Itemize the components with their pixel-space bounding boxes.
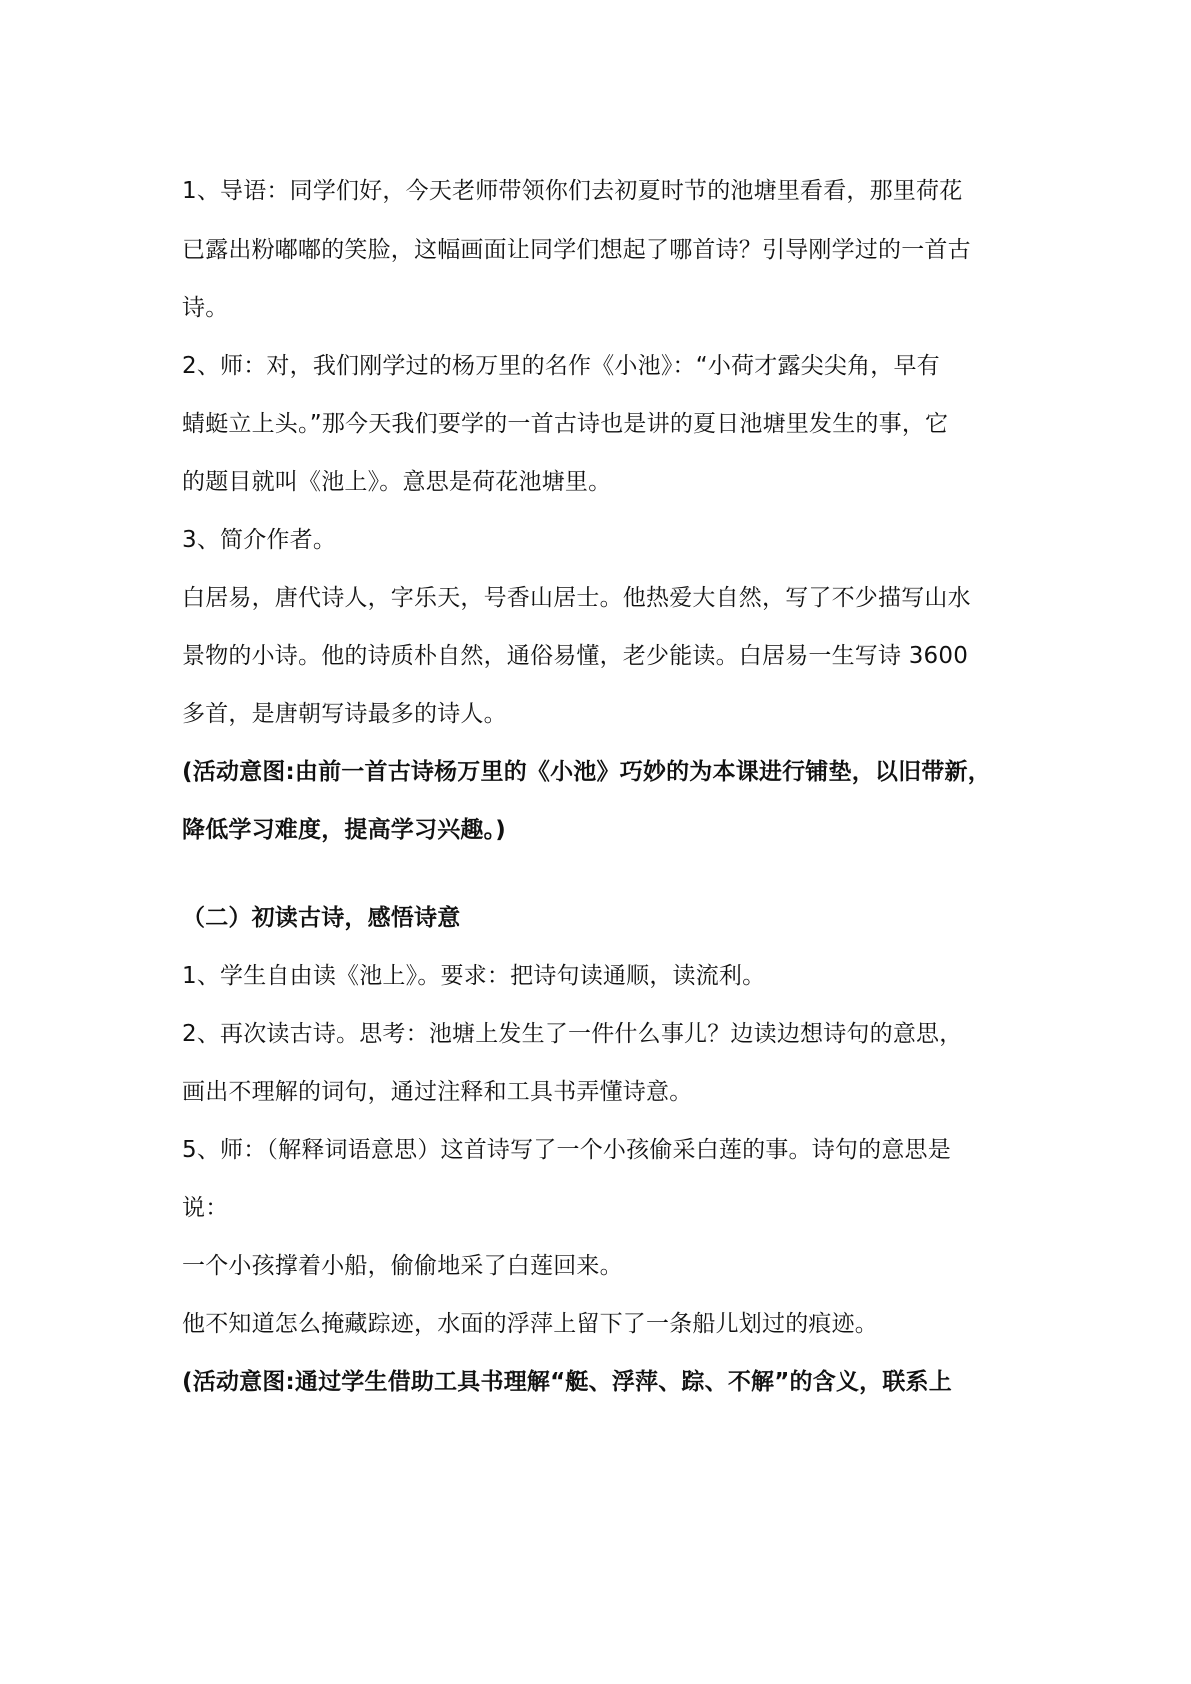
paragraph-line: 景物的小诗。他的诗质朴自然，通俗易懂，老少能读。白居易一生写诗 3600 [182,643,969,669]
paragraph-line: 画出不理解的词句，通过注释和工具书弄懂诗意。 [182,1079,693,1105]
paragraph-line: 蜻蜓立上头。”那今天我们要学的一首古诗也是讲的夏日池塘里发生的事，它 [182,411,949,437]
activity-intent-line: (活动意图:通过学生借助工具书理解“艇、浮萍、踪、不解”的含义，联系上 [182,1369,952,1395]
activity-intent-line: (活动意图:由前一首古诗杨万里的《小池》巧妙的为本课进行铺垫，以旧带新， [182,759,991,785]
paragraph-line: 1、学生自由读《池上》。要求：把诗句读通顺，读流利。 [182,963,766,989]
paragraph-line: 他不知道怎么掩藏踪迹，水面的浮萍上留下了一条船儿划过的痕迹。 [182,1311,878,1337]
paragraph-line: 诗。 [182,295,229,321]
paragraph-line: 已露出粉嘟嘟的笑脸，这幅画面让同学们想起了哪首诗？引导刚学过的一首古 [182,237,971,263]
paragraph-line: 5、师：（解释词语意思）这首诗写了一个小孩偷采白莲的事。诗句的意思是 [182,1137,951,1163]
paragraph-line: 2、师：对，我们刚学过的杨万里的名作《小池》：“小荷才露尖尖角，早有 [182,353,940,379]
paragraph-line: 多首，是唐朝写诗最多的诗人。 [182,701,507,727]
paragraph-line: 白居易，唐代诗人，字乐天，号香山居士。他热爱大自然，写了不少描写山水 [182,585,971,611]
paragraph-line: 说： [182,1195,229,1221]
paragraph-line: 1、导语：同学们好，今天老师带领你们去初夏时节的池塘里看看，那里荷花 [182,178,963,204]
section-heading: （二）初读古诗，感悟诗意 [182,905,461,931]
paragraph-line: 3、简介作者。 [182,527,337,553]
paragraph-line: 的题目就叫《池上》。意思是荷花池塘里。 [182,469,612,495]
paragraph-line: 2、再次读古诗。思考：池塘上发生了一件什么事儿？边读边想诗句的意思， [182,1021,963,1047]
paragraph-line: 一个小孩撑着小船，偷偷地采了白莲回来。 [182,1253,623,1279]
activity-intent-line: 降低学习难度，提高学习兴趣。) [182,817,507,843]
